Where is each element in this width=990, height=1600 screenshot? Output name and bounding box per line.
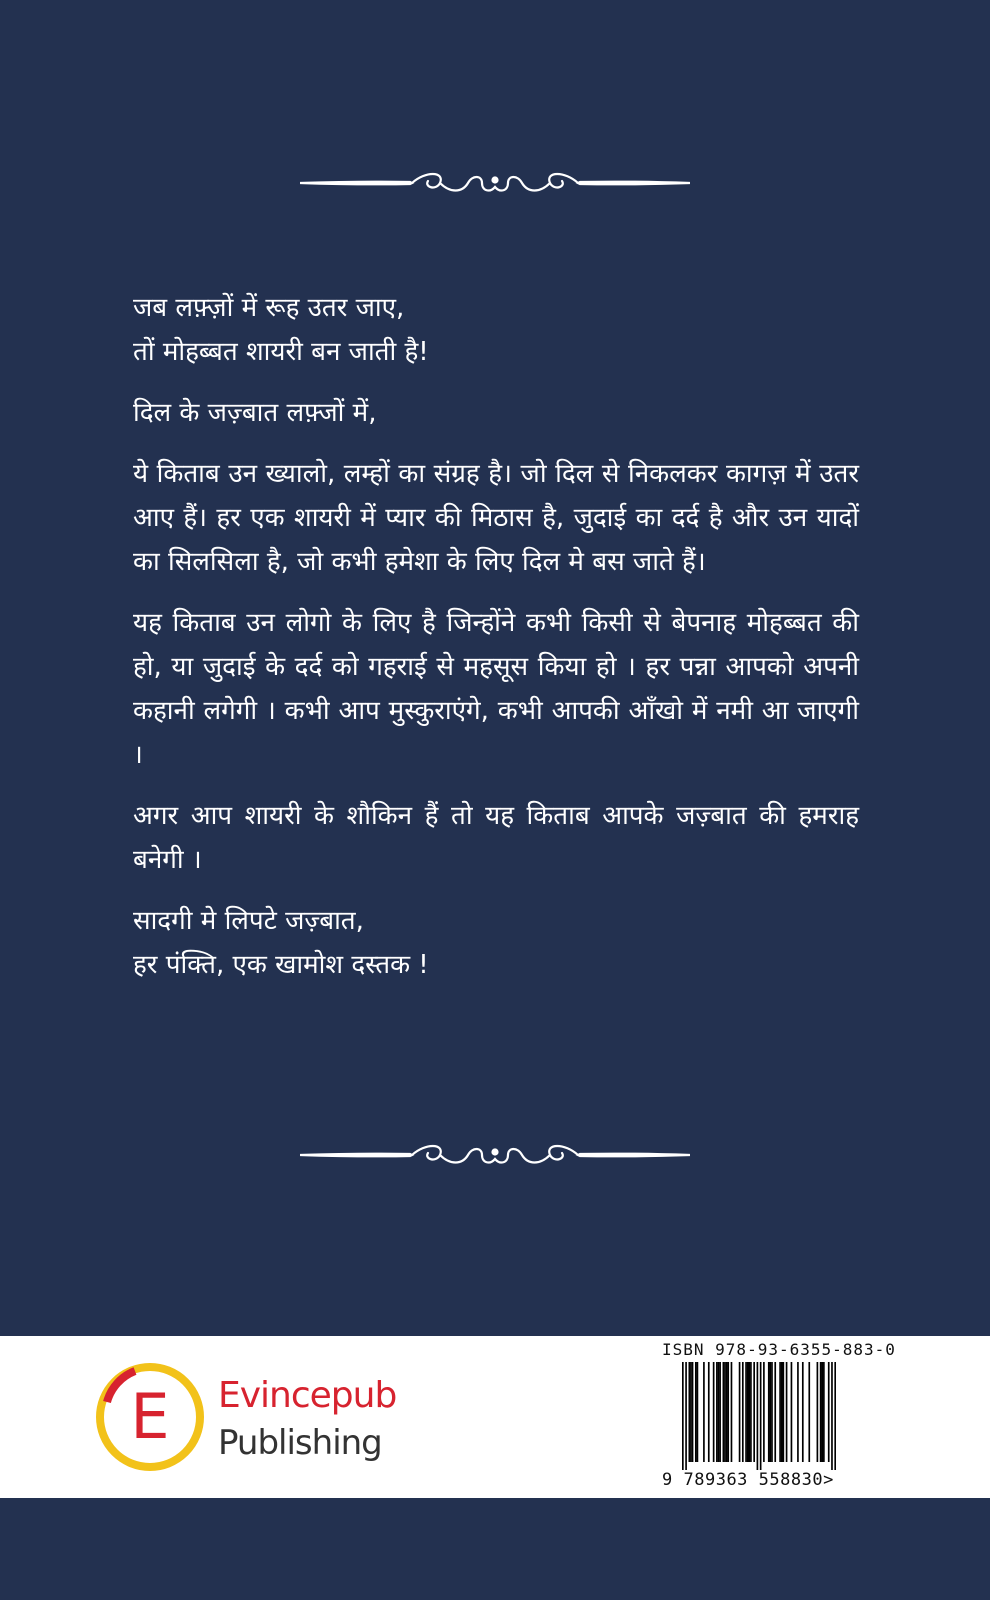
barcode-bar <box>716 1362 718 1462</box>
barcode-bar <box>713 1362 715 1462</box>
barcode-bar <box>695 1362 697 1462</box>
isbn-barcode <box>682 1362 836 1470</box>
barcode-bar <box>771 1362 773 1462</box>
evincepub-logo-icon <box>95 1362 205 1472</box>
barcode-bar <box>688 1362 690 1462</box>
barcode-bar <box>834 1362 836 1470</box>
barcode-digits-rest: 789363 558830 <box>683 1470 824 1490</box>
barcode-bar <box>718 1362 720 1462</box>
barcode-bar <box>820 1362 822 1462</box>
blurb-paragraph-5: अगर आप शायरी के शौकिन हैं तो यह किताब आपके जज़्बात की हमराह बनेगी । <box>133 801 859 875</box>
barcode-bar <box>774 1362 776 1462</box>
barcode-bar <box>753 1362 755 1462</box>
barcode-bar <box>727 1362 729 1462</box>
ornamental-divider-bottom <box>300 1135 690 1175</box>
barcode-bar <box>723 1362 725 1462</box>
barcode-bar <box>748 1362 750 1462</box>
navy-background-bottom <box>0 1498 990 1600</box>
barcode-bar <box>708 1362 710 1462</box>
blurb-text <box>133 286 859 1004</box>
barcode-bar <box>828 1362 830 1462</box>
blurb-line: सादगी मे लिपटे जज़्बात, <box>133 906 364 936</box>
publisher-name: Evincepub <box>218 1375 397 1416</box>
barcode-bar <box>682 1362 684 1470</box>
publisher-subname: Publishing <box>218 1423 382 1463</box>
barcode-digits <box>662 1470 834 1490</box>
logo-letter: E <box>130 1380 170 1453</box>
barcode-bar <box>783 1362 785 1462</box>
barcode-bar <box>692 1362 694 1462</box>
barcode-bar <box>750 1362 752 1462</box>
isbn-label: ISBN 978-93-6355-883-0 <box>662 1340 896 1359</box>
barcode-bar <box>697 1362 699 1462</box>
barcode-end-mark: > <box>823 1470 834 1490</box>
barcode-bar <box>768 1362 770 1462</box>
barcode-bar <box>821 1362 823 1462</box>
barcode-bar <box>823 1362 825 1462</box>
barcode-bar <box>739 1362 741 1462</box>
barcode-bar <box>726 1362 728 1462</box>
barcode-bar <box>760 1362 762 1470</box>
barcode-bar <box>791 1362 793 1462</box>
barcode-bar <box>808 1362 810 1462</box>
barcode-bar <box>817 1362 819 1462</box>
blurb-paragraph-3: ये किताब उन ख्यालो, लम्हों का संग्रह है। जो दिल से निकलकर कागज़ में उतर आए हैं। हर एक शायरी में प्यार की मिठास है, जुदाई का दर्द है और उन यादों का सिलसिला है, जो कभी हमेशा के लिए दिल मे बस जाते हैं। <box>133 459 859 577</box>
barcode-bar <box>757 1362 759 1470</box>
barcode-bar <box>731 1362 733 1462</box>
barcode-bar <box>747 1362 749 1462</box>
blurb-paragraph-2: दिल के जज़्बात लफ़्जों में, <box>133 398 377 428</box>
blurb-line: तों मोहब्बत शायरी बन जाती है! <box>133 337 429 367</box>
barcode-bar <box>770 1362 772 1462</box>
blurb-paragraph-4: यह किताब उन लोगो के लिए है जिन्होंने कभी किसी से बेपनाह मोहब्बत की हो, या जुदाई के दर्द को गहराई से महसूस किया हो । हर पन्ना आपको अपनी कहानी लगेगी । कभी आप मुस्कुराएंगे, कभी आपकी आँखो में नमी आ जाएगी । <box>133 608 859 770</box>
barcode-bar <box>763 1362 765 1462</box>
barcode-bar <box>719 1362 721 1462</box>
barcode-bar <box>685 1362 687 1470</box>
barcode-bar <box>797 1362 799 1462</box>
barcode-bar <box>781 1362 783 1462</box>
blurb-paragraph-1 <box>133 286 859 374</box>
barcode-bar <box>831 1362 833 1470</box>
barcode-digit-first: 9 <box>662 1470 673 1490</box>
barcode-bar <box>724 1362 726 1462</box>
barcode-bar <box>703 1362 705 1462</box>
barcode-bar <box>745 1362 747 1462</box>
barcode-bar <box>742 1362 744 1462</box>
blurb-paragraph-6 <box>133 899 859 987</box>
barcode-bar <box>802 1362 804 1462</box>
barcode-bar <box>779 1362 781 1462</box>
ornamental-divider-top <box>300 163 690 203</box>
barcode-bar <box>786 1362 788 1462</box>
blurb-line: हर पंक्ति, एक खामोश दस्तक ! <box>133 950 429 980</box>
blurb-line: जब लफ़्ज़ों में रूह उतर जाए, <box>133 293 405 323</box>
barcode-bar <box>690 1362 692 1462</box>
